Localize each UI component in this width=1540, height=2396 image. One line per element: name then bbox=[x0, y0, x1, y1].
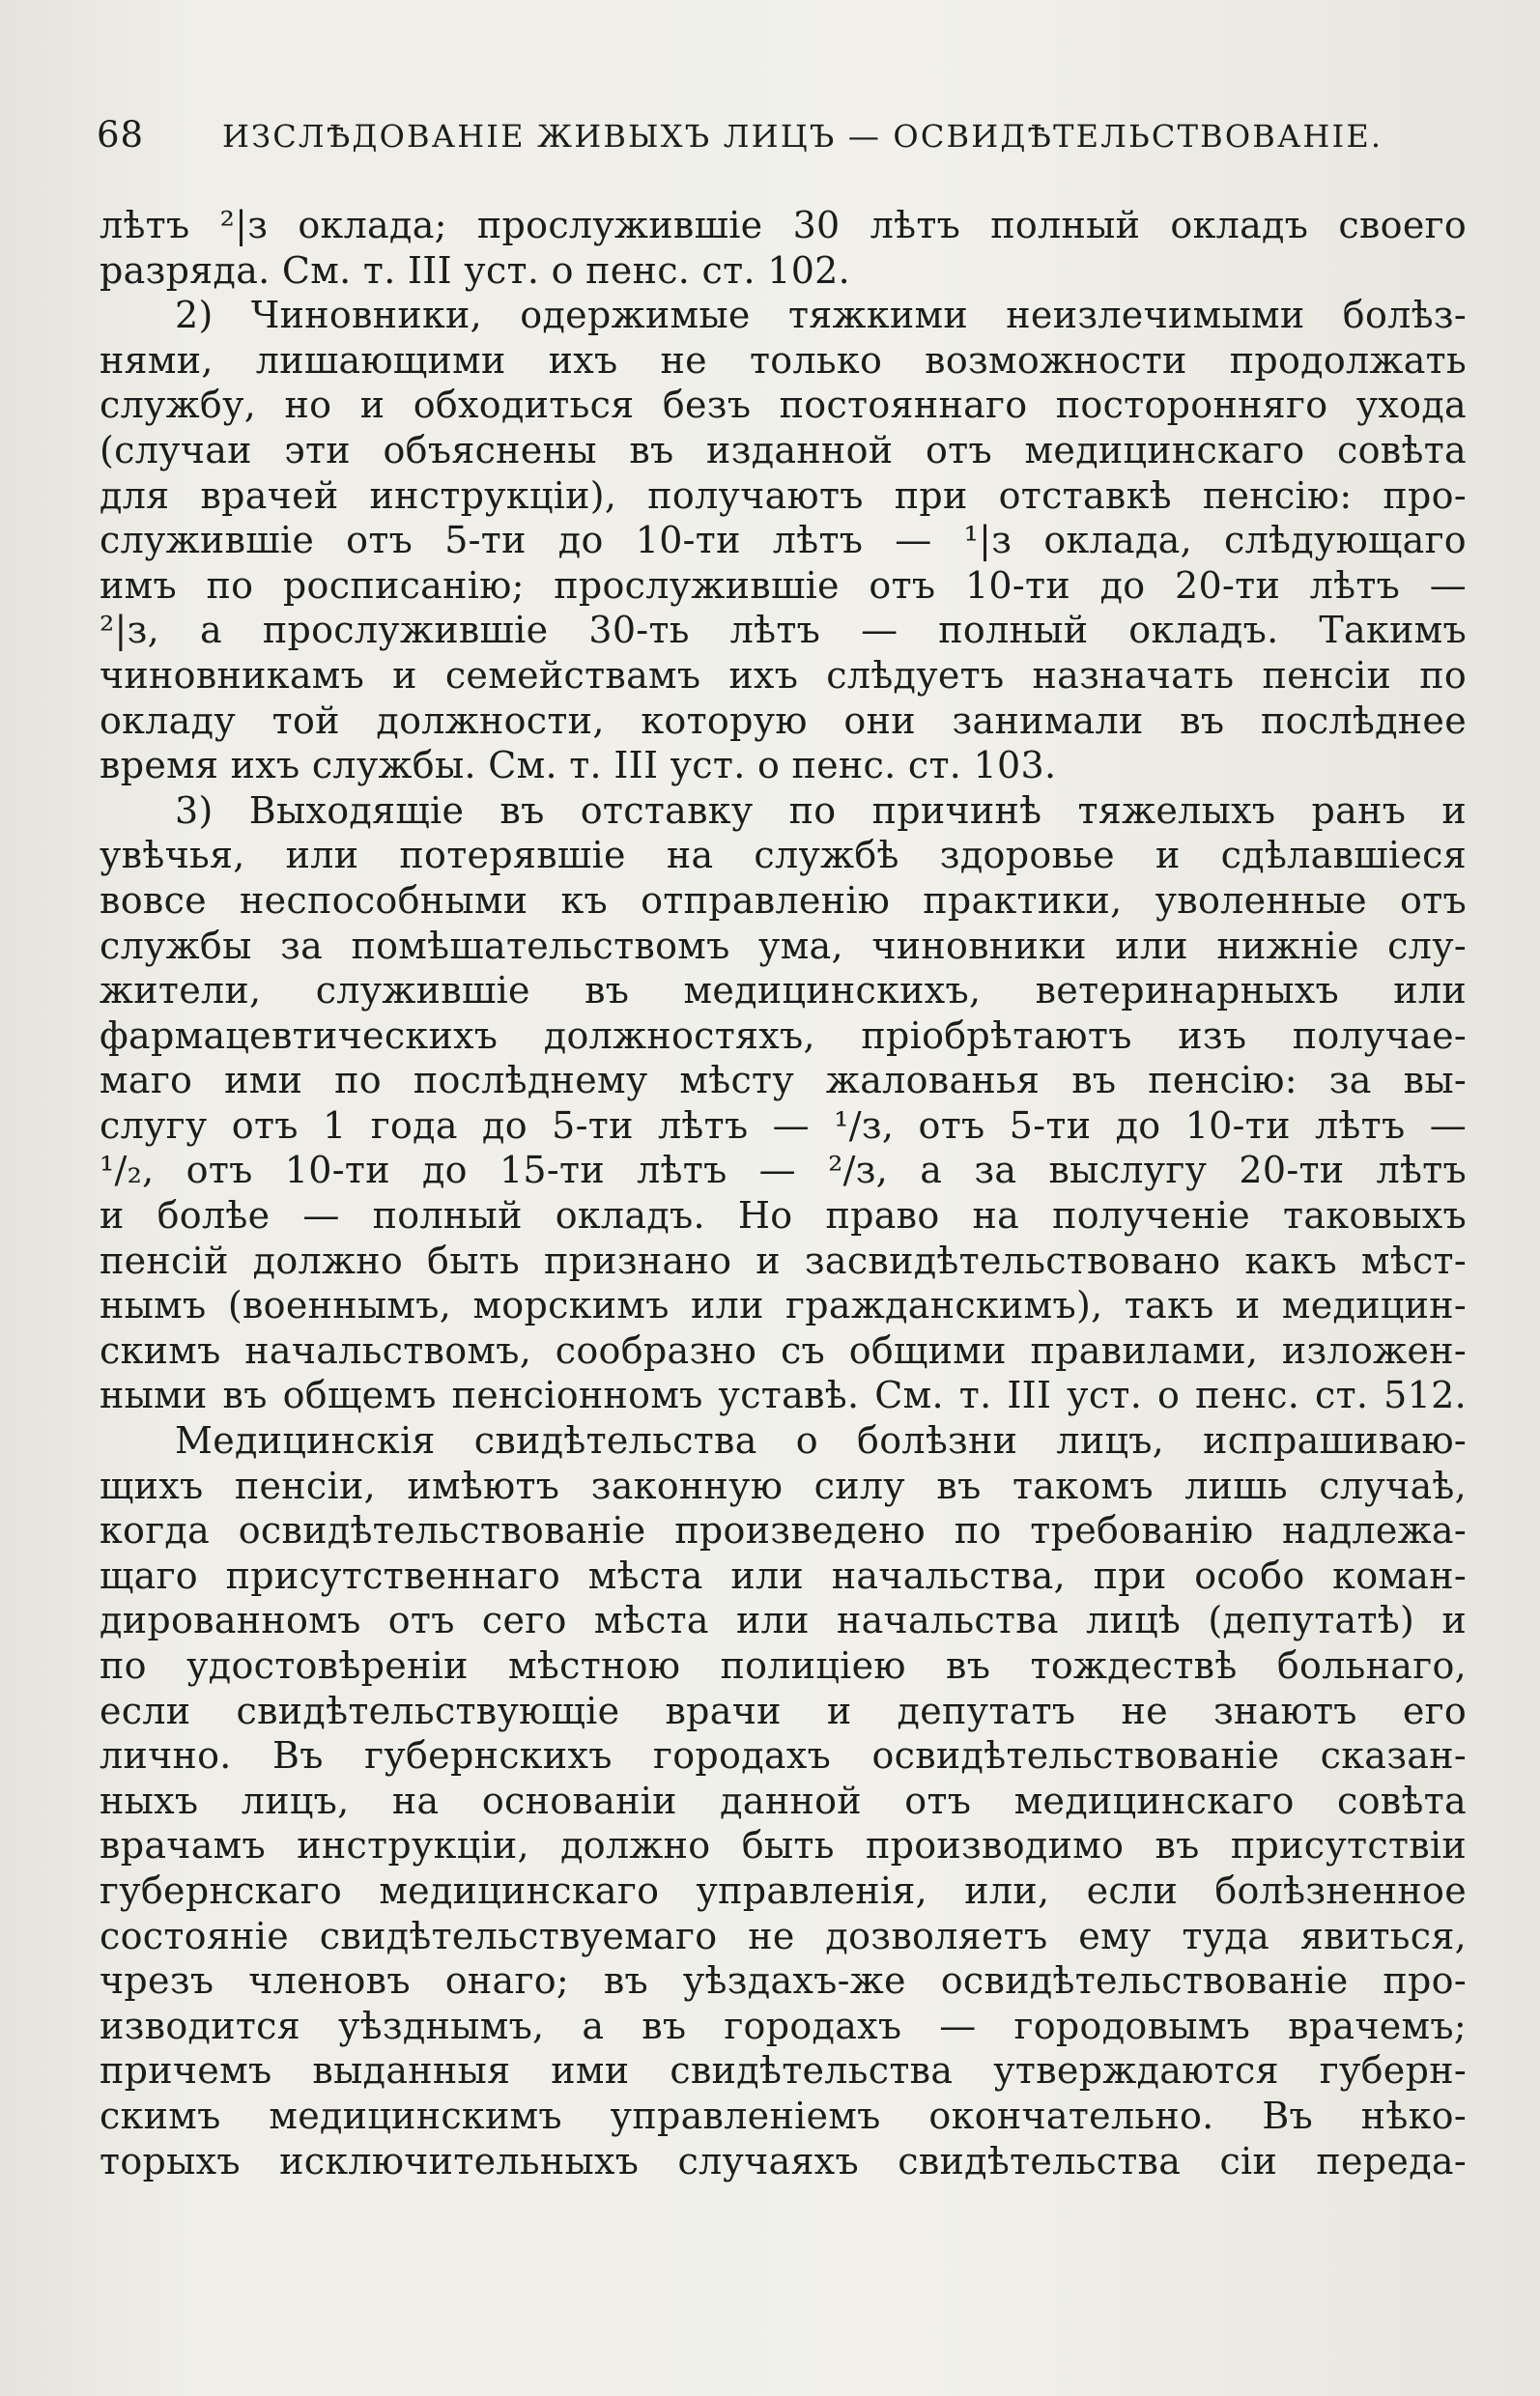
text-line: дированномъ отъ сего мѣста или начальства лицѣ (депутатѣ) и bbox=[100, 1599, 1467, 1642]
text-line: вовсе неспособными къ отправленію практики, уволенные отъ bbox=[100, 878, 1467, 922]
text-line: ныхъ лицъ, на основаніи данной отъ медицинскаго совѣта bbox=[100, 1779, 1467, 1822]
text-line: службы за помѣшательствомъ ума, чиновники или нижніе слу- bbox=[100, 924, 1467, 967]
text-line: время ихъ службы. См. т. III уст. о пенс. ст. 103. bbox=[100, 744, 1057, 787]
text-line: нымъ (военнымъ, морскимъ или гражданскимъ), такъ и медицин- bbox=[100, 1284, 1467, 1327]
text-line: 2) Чиновники, одержимые тяжкими неизлечимыми болѣз- bbox=[175, 294, 1467, 337]
text-line: щихъ пенсіи, имѣютъ законную силу въ такомъ лишь случаѣ, bbox=[100, 1464, 1467, 1507]
text-line: скимъ медицинскимъ управленіемъ окончательно. Въ нѣко- bbox=[100, 2094, 1467, 2137]
text-line: лично. Въ губернскихъ городахъ освидѣтельствованіе сказан- bbox=[100, 1734, 1467, 1778]
text-line: Медицинскія свидѣтельства о болѣзни лицъ, испрашиваю- bbox=[175, 1419, 1467, 1463]
text-line: причемъ выданныя ими свидѣтельства утверждаются губерн- bbox=[100, 2049, 1467, 2093]
text-line: торыхъ исключительныхъ случаяхъ свидѣтельства сіи переда- bbox=[100, 2139, 1467, 2182]
text-line: и болѣе — полный окладъ. Но право на полученіе таковыхъ bbox=[100, 1194, 1467, 1238]
text-line: слугу отъ 1 года до 5-ти лѣтъ — ¹/з, отъ 5-ти до 10-ти лѣтъ — bbox=[100, 1103, 1467, 1147]
text-line: разряда. См. т. III уст. о пенс. ст. 102. bbox=[100, 248, 851, 292]
text-line: имъ по росписанію; прослужившіе отъ 10-ти до 20-ти лѣтъ — bbox=[100, 563, 1467, 607]
text-line: маго ими по послѣднему мѣсту жалованья въ пенсію: за вы- bbox=[100, 1059, 1467, 1102]
text-line: пенсій должно быть признано и засвидѣтельствовано какъ мѣст- bbox=[100, 1239, 1467, 1282]
text-line: лѣтъ ²|з оклада; прослужившіе 30 лѣтъ полный окладъ своего bbox=[100, 204, 1467, 246]
body-text bbox=[100, 203, 1467, 2183]
text-line: ными въ общемъ пенсіонномъ уставѣ. См. т. III уст. о пенс. ст. 512. bbox=[100, 1374, 1467, 1417]
text-line: изводится уѣзднымъ, а въ городахъ — городовымъ врачемъ; bbox=[100, 2004, 1467, 2047]
text-line: по удостовѣреніи мѣстною полиціею въ тождествѣ больнаго, bbox=[100, 1644, 1467, 1687]
text-line: чиновникамъ и семействамъ ихъ слѣдуетъ назначать пенсіи по bbox=[100, 653, 1467, 697]
text-line: когда освидѣтельствованіе произведено по требованію надлежа- bbox=[100, 1509, 1467, 1553]
text-line: ¹/₂, отъ 10-ти до 15-ти лѣтъ — ²/з, а за выслугу 20-ти лѣтъ bbox=[100, 1149, 1467, 1192]
text-line: служившіе отъ 5-ти до 10-ти лѣтъ — ¹|з оклада, слѣдующаго bbox=[100, 519, 1467, 562]
text-line: (случаи эти объяснены въ изданной отъ медицинскаго совѣта bbox=[100, 428, 1467, 471]
page-header bbox=[97, 114, 1449, 156]
text-line: чрезъ членовъ онаго; въ уѣздахъ-же освидѣтельствованіе про- bbox=[100, 1959, 1467, 2003]
text-line: службу, но и обходиться безъ постояннаго посторонняго ухода bbox=[100, 384, 1467, 427]
text-line: состояніе свидѣтельствуемаго не дозволяетъ ему туда явиться, bbox=[100, 1914, 1467, 1957]
text-line: губернскаго медицинскаго управленія, или, если болѣзненное bbox=[100, 1868, 1467, 1912]
text-line: 3) Выходящіе въ отставку по причинѣ тяжелыхъ ранъ и bbox=[175, 788, 1467, 832]
text-line: нями, лишающими ихъ не только возможности продолжать bbox=[100, 338, 1467, 382]
text-line: врачамъ инструкціи, должно быть производимо въ присутствіи bbox=[100, 1824, 1467, 1868]
text-line: увѣчья, или потерявшіе на службѣ здоровье и сдѣлавшіеся bbox=[100, 834, 1467, 877]
text-line: ²|з, а прослужившіе 30-ть лѣтъ — полный окладъ. Такимъ bbox=[100, 609, 1467, 652]
text-line: окладу той должности, которую они занимали въ послѣднее bbox=[100, 699, 1467, 742]
text-line: щаго присутственнаго мѣста или начальства, при особо коман- bbox=[100, 1554, 1467, 1597]
text-line: фармацевтическихъ должностяхъ, пріобрѣтаютъ изъ получае- bbox=[100, 1013, 1467, 1057]
page-number: 68 bbox=[97, 114, 145, 156]
text-line: жители, служившіе въ медицинскихъ, ветеринарныхъ или bbox=[100, 969, 1467, 1013]
text-line: если свидѣтельствующіе врачи и депутатъ не знаютъ его bbox=[100, 1689, 1467, 1732]
running-head: ИЗСЛѢДОВАНІЕ ЖИВЫХЪ ЛИЦЪ — ОСВИДѢТЕЛЬСТВОВАНІЕ. bbox=[222, 118, 1383, 155]
text-line: скимъ начальствомъ, сообразно съ общими правилами, изложен- bbox=[100, 1328, 1467, 1372]
text-line: для врачей инструкціи), получаютъ при отставкѣ пенсію: про- bbox=[100, 473, 1467, 517]
